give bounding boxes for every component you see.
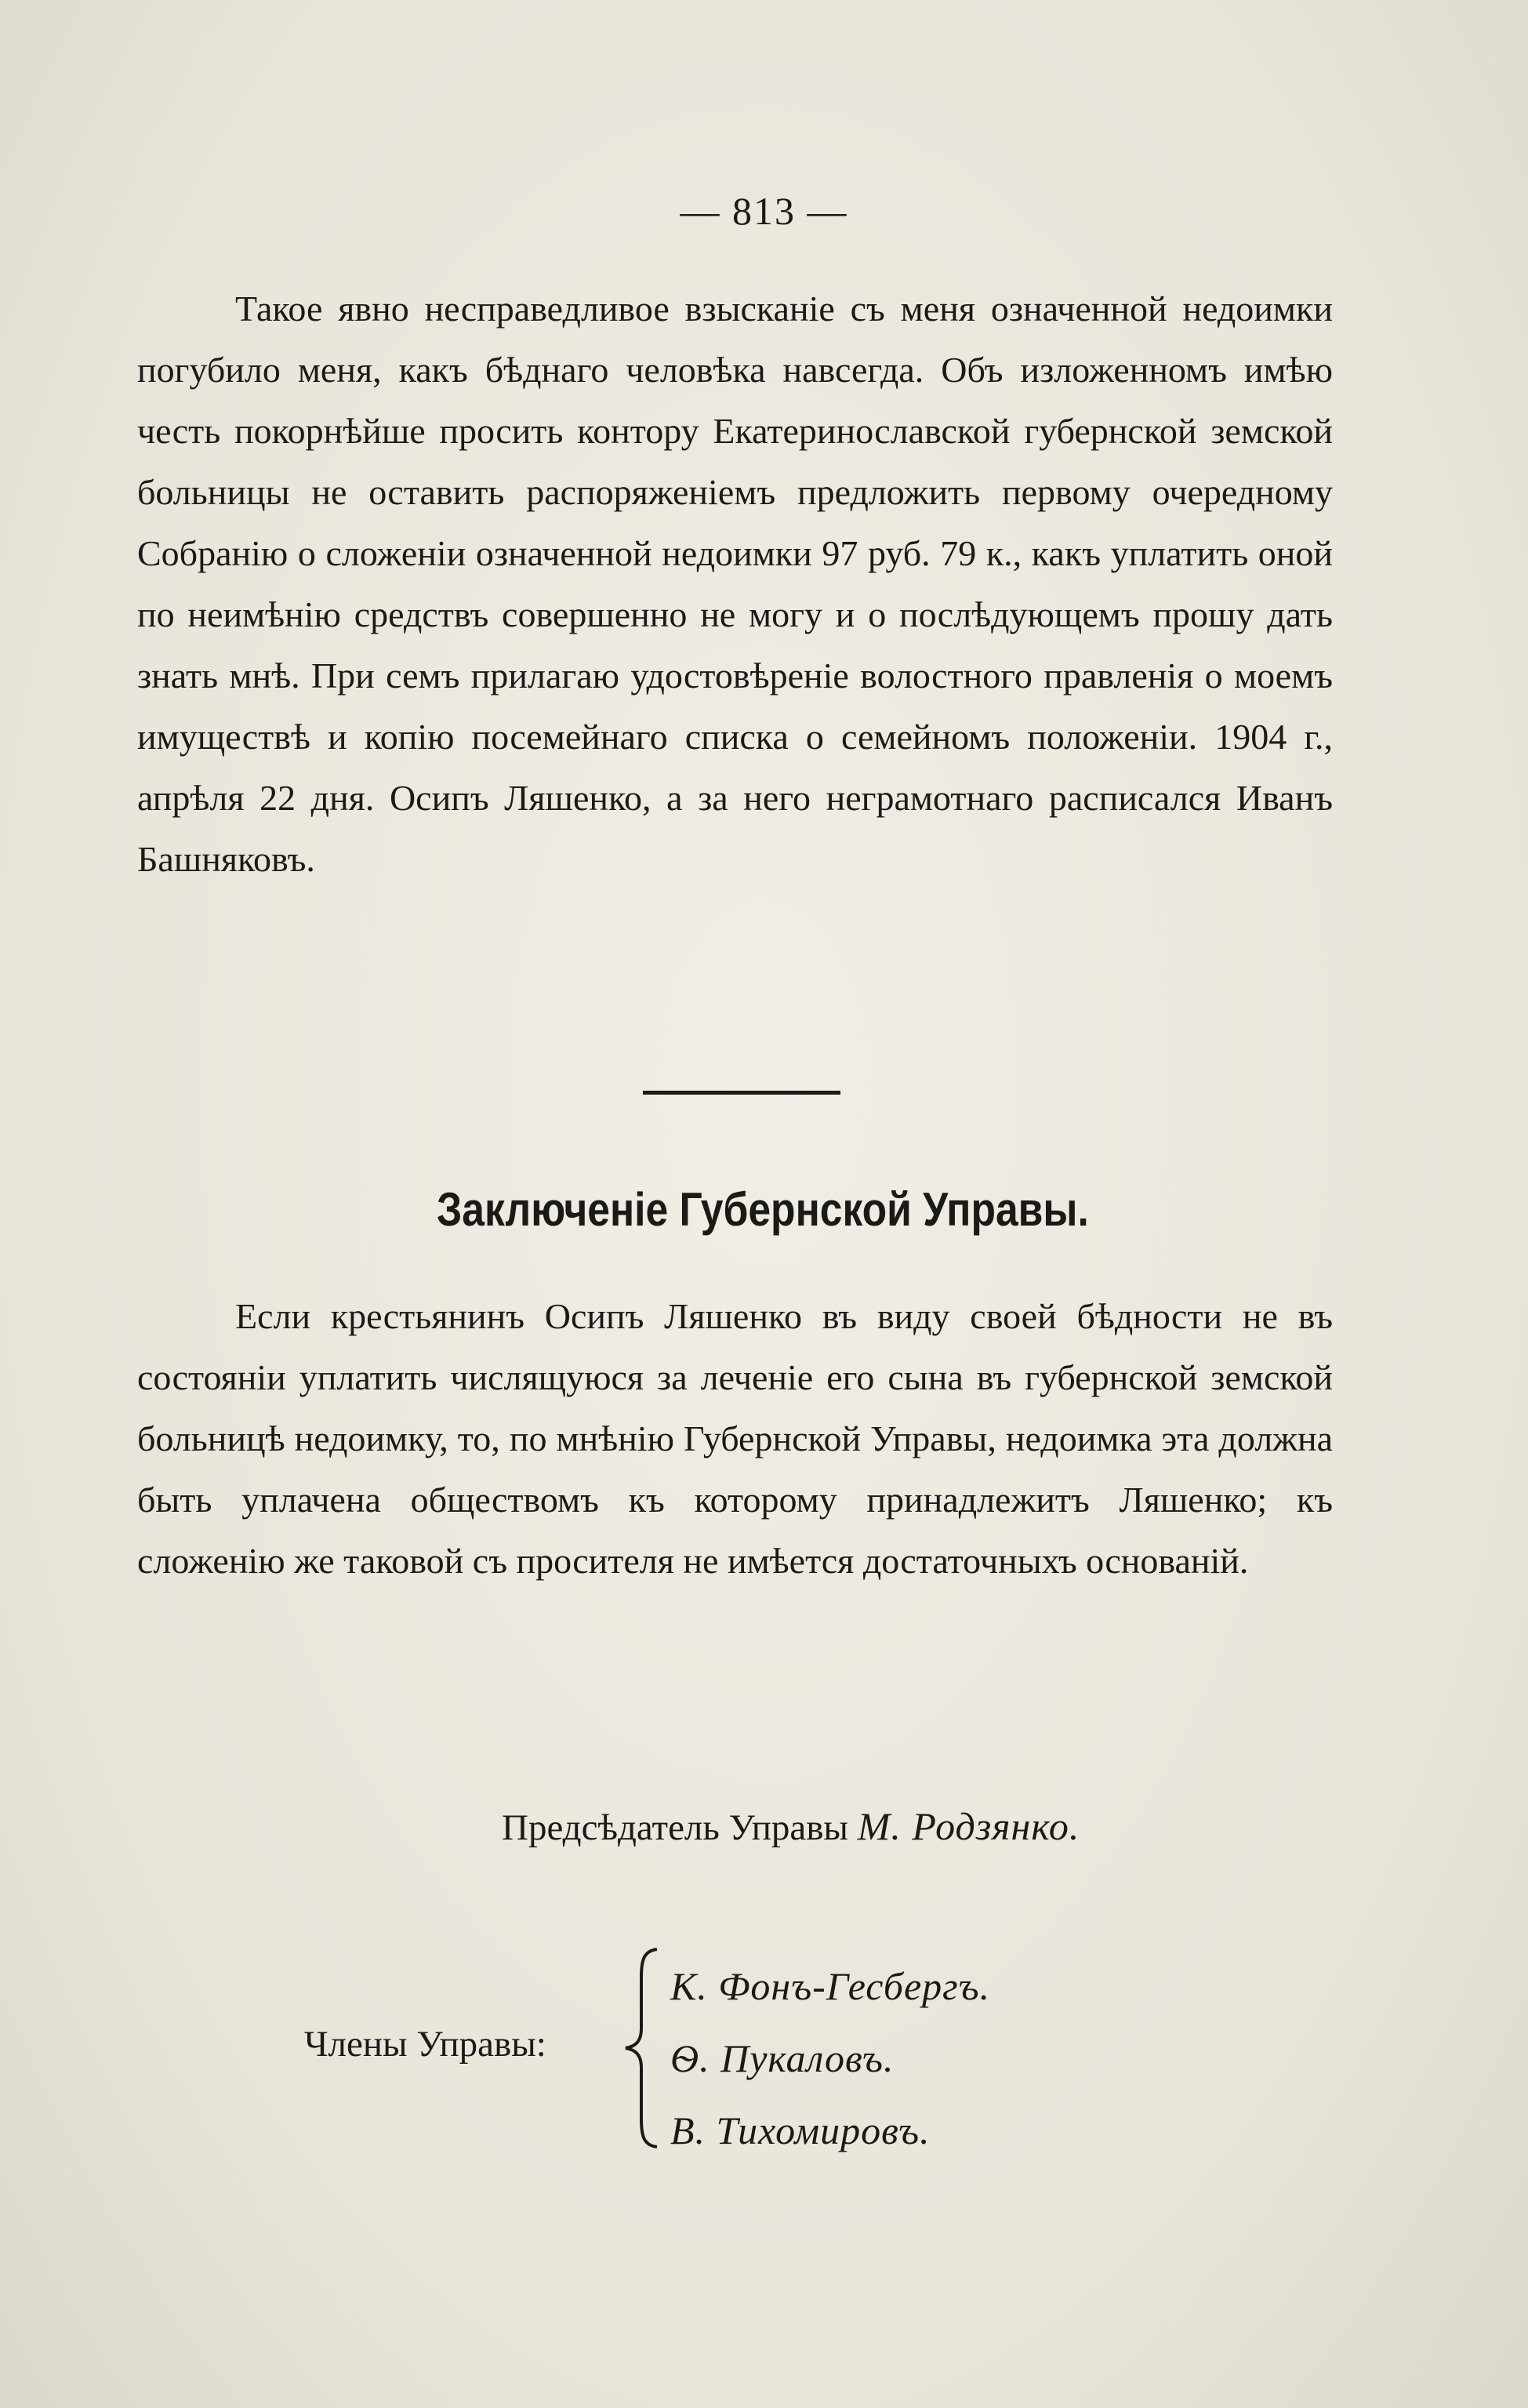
- member-name: В. Тихомировъ.: [670, 2108, 931, 2152]
- conclusion-text-block: [137, 1286, 1333, 1592]
- section-divider: [643, 1091, 840, 1095]
- chairman-signature-line: [502, 1803, 1080, 1849]
- members-brace: [619, 1946, 666, 2150]
- conclusion-paragraph: Если крестьянинъ Осипъ Ляшенко въ виду своей бѣдности не въ состояніи уплатить числящуюся за леченіе его сына въ губернской земской больницѣ недоимку, то, по мнѣнію Губернской Управы, недоимка эта должна быть уплачена обществомъ къ которому принадлежитъ Ляшенко; къ сложенію же таковой съ просителя не имѣется достаточныхъ основаній.: [137, 1296, 1333, 1581]
- member-name: Ѳ. Пукаловъ.: [670, 2036, 895, 2080]
- members-list: [670, 1950, 990, 2166]
- members-label: Члены Управы:: [304, 2024, 546, 2065]
- petition-paragraph: Такое явно несправедливое взысканіе съ меня означенной недоимки погубило меня, какъ бѣднаго человѣка навсегда. Объ изложенномъ имѣю честь покорнѣйше просить контору Екатеринославской губернской земской больницы не оставить распоряженіемъ предложить первому очередному Собранію о сложеніи означенной недоимки 97 руб. 79 к., какъ уплатить оной по неимѣнію средствъ совершенно не могу и о послѣдующемъ прошу дать знать мнѣ. При семъ прилагаю удостовѣреніе волостного правленія о моемъ имуществѣ и копію посемейнаго списка о семейномъ положеніи. 1904 г., апрѣля 22 дня. Осипъ Ляшенко, а за него неграмотнаго расписался Иванъ Башняковъ.: [137, 289, 1333, 879]
- section-title: Заключеніе Губернской Управы.: [436, 1183, 1089, 1236]
- petition-text-block: [137, 278, 1333, 890]
- page-number: — 813 —: [680, 189, 848, 233]
- chairman-name: М. Родзянко.: [857, 1804, 1080, 1848]
- chairman-label: Предсѣдатель Управы: [502, 1807, 849, 1848]
- member-name: К. Фонъ-Гесбергъ.: [670, 1964, 991, 2008]
